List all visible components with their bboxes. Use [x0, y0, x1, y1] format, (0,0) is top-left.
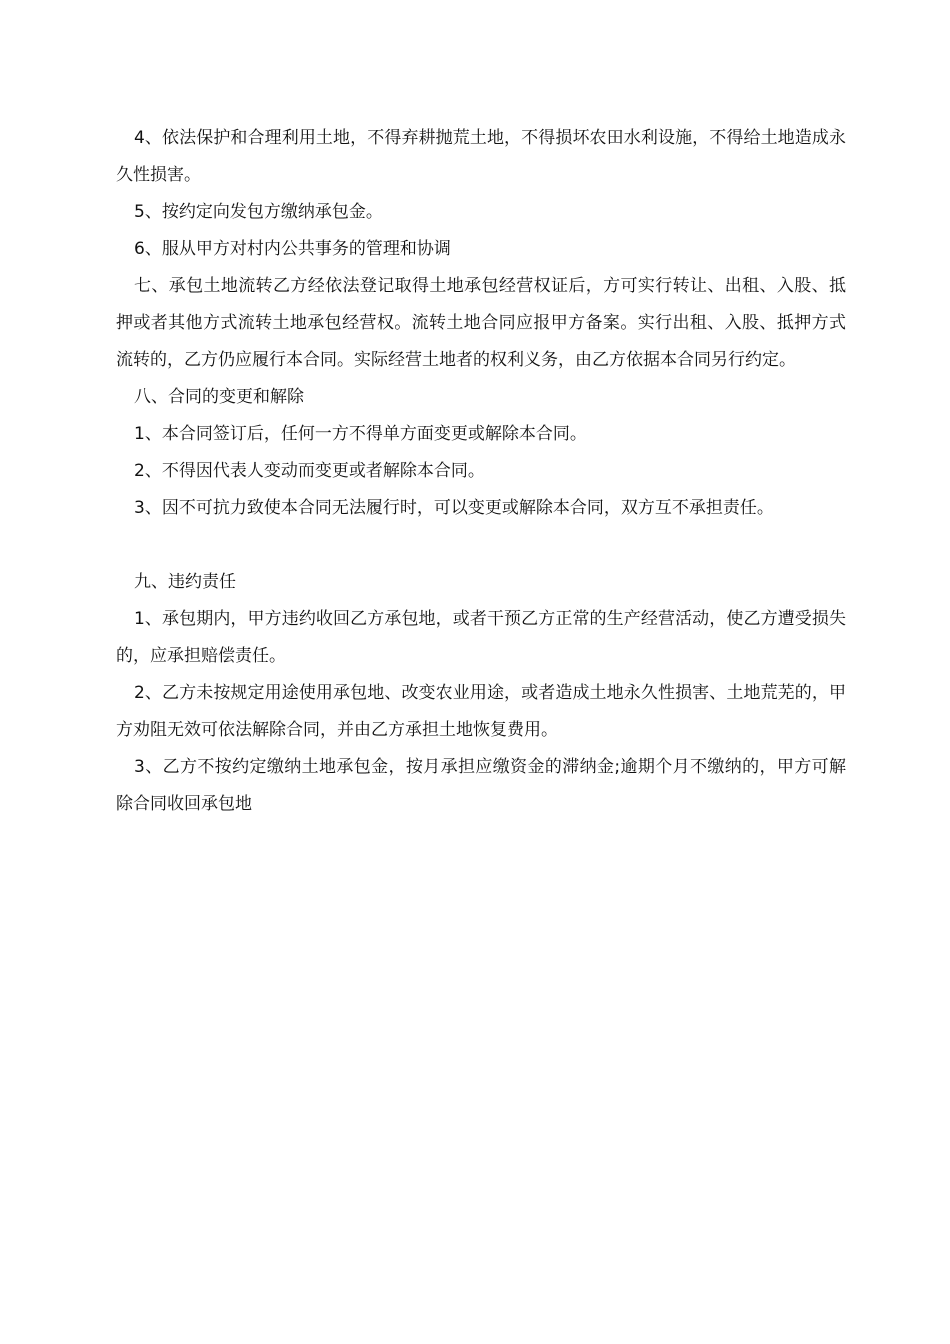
section-9-item-3: 3、乙方不按约定缴纳土地承包金，按月承担应缴资金的滞纳金;逾期个月不缴纳的，甲方可解除合同收回承包地	[116, 757, 846, 814]
section-9-heading: 九、违约责任	[134, 572, 236, 592]
clause-5-pay-fee: 5、按约定向发包方缴纳承包金。	[134, 202, 383, 222]
section-8-heading: 八、合同的变更和解除	[134, 387, 304, 407]
document-body	[116, 120, 846, 823]
section-9-item-1: 1、承包期内，甲方违约收回乙方承包地，或者干预乙方正常的生产经营活动，使乙方遭受损失的，应承担赔偿责任。	[116, 609, 846, 666]
paragraph-spacer	[116, 527, 846, 564]
clause-4-protect-land: 4、依法保护和合理利用土地，不得弃耕抛荒土地，不得损坏农田水利设施，不得给土地造成永久性损害。	[116, 128, 846, 185]
section-8-item-1: 1、本合同签订后，任何一方不得单方面变更或解除本合同。	[134, 424, 587, 444]
section-8-item-2: 2、不得因代表人变动而变更或者解除本合同。	[134, 461, 485, 481]
section-7-land-transfer: 七、承包土地流转乙方经依法登记取得土地承包经营权证后，方可实行转让、出租、入股、抵押或者其他方式流转土地承包经营权。流转土地合同应报甲方备案。实行出租、入股、抵押方式流转的，乙方仍应履行本合同。实际经营土地者的权利义务，由乙方依据本合同另行约定。	[116, 276, 846, 370]
section-8-item-3: 3、因不可抗力致使本合同无法履行时，可以变更或解除本合同，双方互不承担责任。	[134, 498, 774, 518]
clause-6-obey-management: 6、服从甲方对村内公共事务的管理和协调	[134, 239, 451, 259]
section-9-item-2: 2、乙方未按规定用途使用承包地、改变农业用途，或者造成土地永久性损害、土地荒芜的，甲方劝阻无效可依法解除合同，并由乙方承担土地恢复费用。	[116, 683, 846, 740]
